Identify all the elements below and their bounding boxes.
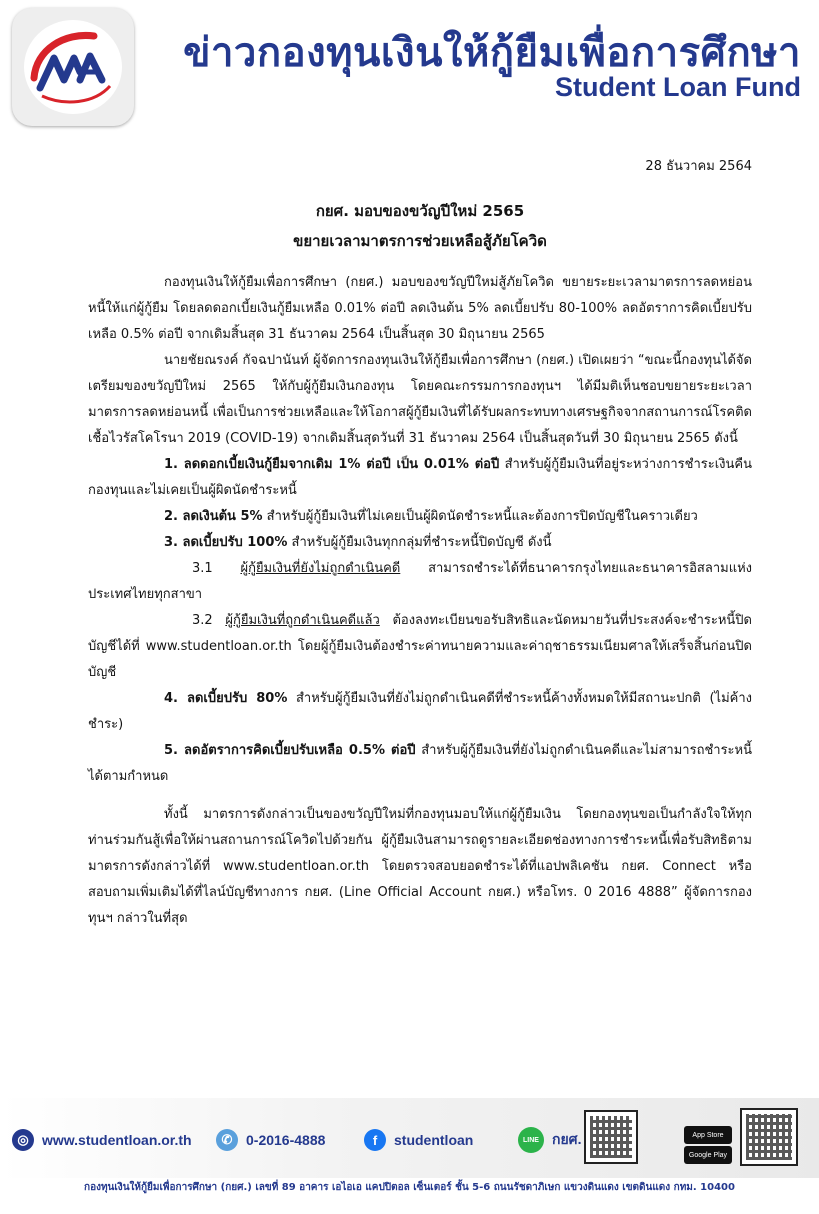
footer-facebook-text: studentloan <box>394 1132 474 1148</box>
measure-item-3-2 <box>88 608 752 686</box>
measure-item-3-1-heading: ผู้กู้ยืมเงินที่ยังไม่ถูกดำเนินคดี <box>240 561 401 576</box>
measure-item-1-heading: 1. ลดดอกเบี้ยเงินกู้ยืมจากเดิม 1% ต่อปี เป็น 0.01% ต่อปี <box>164 457 500 472</box>
press-release-body <box>88 150 752 932</box>
measure-item-3 <box>88 530 752 556</box>
google-play-label: Google Play <box>688 1151 728 1159</box>
footer-line[interactable] <box>518 1128 581 1152</box>
footer-website-text: www.studentloan.or.th <box>42 1132 192 1148</box>
measure-item-5-text: สำหรับผู้กู้ยืมเงินที่ยังไม่ถูกดำเนินคดีและไม่สามารถชำระหนี้ได้ตามกำหนด <box>88 743 752 784</box>
measure-item-1 <box>88 452 752 504</box>
footer-facebook[interactable] <box>364 1128 473 1152</box>
measure-item-3-2-number: 3.2 <box>192 613 226 628</box>
spacer <box>88 790 752 802</box>
footer-website[interactable] <box>12 1128 192 1152</box>
measure-item-3-text: สำหรับผู้กู้ยืมเงินทุกกลุ่มที่ชำระหนี้ปิดบัญชี ดังนี้ <box>287 535 552 550</box>
logo-emblem <box>24 20 122 114</box>
footer-address: กองทุนเงินให้กู้ยืมเพื่อการศึกษา (กยศ.) เลขที่ 89 อาคาร เอไอเอ แคปปิตอล เซ็นเตอร์ ชั้น 5-6 ถนนรัชดาภิเษก แขวงดินแดง เขตดินแดง กทม. 10400 <box>84 1182 735 1193</box>
page-header <box>0 0 819 140</box>
release-title <box>88 196 752 256</box>
app-qr-code <box>740 1108 798 1166</box>
measure-item-5 <box>88 738 752 790</box>
footer-line-text: กยศ. <box>552 1131 582 1147</box>
line-icon <box>518 1127 544 1153</box>
phone-icon: ✆ <box>216 1129 238 1151</box>
paragraph-quote: นายชัยณรงค์ กัจฉปานันท์ ผู้จัดการกองทุนเงินให้กู้ยืมเพื่อการศึกษา (กยศ.) เปิดเผยว่า “ขณะนี้กองทุนได้จัดเตรียมของขวัญปีใหม่ 2565 ให้กับผู้กู้ยืมเงินกองทุน โดยคณะกรรมการกองทุนฯ ได้มีมติเห็นชอบขยายระยะเวลามาตรการลดหย่อนหนี้ เพื่อเป็นการช่วยเหลือและให้โอกาสผู้กู้ยืมเงินที่ได้รับผลกระทบทางเศรษฐกิจจากสถานการณ์โรคติดเชื้อไวรัสโคโรนา 2019 (COVID-19) จากเดิมสิ้นสุดวันที่ 31 ธันวาคม 2564 เป็นสิ้นสุดวันที่ 30 มิถุนายน 2565 ดังนี้ <box>88 353 752 446</box>
facebook-icon: f <box>364 1129 386 1151</box>
measure-item-3-1 <box>88 556 752 608</box>
measure-item-4-text: สำหรับผู้กู้ยืมเงินที่ยังไม่ถูกดำเนินคดีที่ชำระหนี้ค้างทั้งหมดให้มีสถานะปกติ (ไม่ค้างชำระ) <box>88 691 752 732</box>
slf-logo-icon <box>24 20 122 114</box>
measure-item-2-heading: 2. ลดเงินต้น 5% <box>164 509 263 524</box>
measure-item-3-heading: 3. ลดเบี้ยปรับ 100% <box>164 535 288 550</box>
measure-item-3-2-heading: ผู้กู้ยืมเงินที่ถูกดำเนินคดีแล้ว <box>225 613 380 628</box>
measure-item-2 <box>88 504 752 530</box>
app-store-label: App Store <box>692 1131 724 1139</box>
footer-phone-text: 0-2016-4888 <box>246 1132 326 1148</box>
paragraph-closing: ทั้งนี้ มาตรการดังกล่าวเป็นของขวัญปีใหม่ที่กองทุนมอบให้แก่ผู้กู้ยืมเงิน โดยกองทุนขอเป็นกำลังใจให้ทุกท่านร่วมกันสู้เพื่อให้ผ่านสถานการณ์โควิดไปด้วยกัน ผู้กู้ยืมเงินสามารถดูรายละเอียดช่องทางการชำระหนี้เพื่อรับสิทธิตามมาตรการดังกล่าวได้ที่ www.studentloan.or.th โดยตรวจสอบยอดชำระได้ที่แอปพลิเคชัน กยศ. Connect หรือสอบถามเพิ่มเติมได้ที่ไลน์บัญชีทางการ กยศ. (Line Official Account กยศ.) หรือโทร. 0 2016 4888” ผู้จัดการกองทุนฯ กล่าวในที่สุด <box>88 807 752 926</box>
line-qr-code <box>584 1110 638 1164</box>
measure-item-1-text: สำหรับผู้กู้ยืมเงินที่อยู่ระหว่างการชำระเงินคืนกองทุนและไม่เคยเป็นผู้ผิดนัดชำระหนี้ <box>88 457 752 498</box>
line-icon-label: LINE <box>523 1136 539 1144</box>
header-subtitle: Student Loan Fund <box>555 72 801 102</box>
measure-item-3-1-number: 3.1 <box>192 561 241 576</box>
title-line-2: ขยายเวลามาตรการช่วยเหลือสู้ภัยโควิด <box>293 232 547 250</box>
title-line-1: กยศ. มอบของขวัญปีใหม่ 2565 <box>315 202 525 220</box>
measure-item-4 <box>88 686 752 738</box>
logo <box>12 8 134 126</box>
measure-item-3-2-text: ต้องลงทะเบียนขอรับสิทธิและนัดหมายวันที่ประสงค์จะชำระหนี้ปิดบัญชีได้ที่ www.studentloan.or.th โดยผู้กู้ยืมเงินต้องชำระค่าทนายความและค่าฤชาธรรมเนียมศาลให้เสร็จสิ้นก่อนปิดบัญชี <box>88 613 752 680</box>
measure-item-3-1-text: สามารถชำระได้ที่ธนาคารกรุงไทยและธนาคารอิสลามแห่งประเทศไทยทุกสาขา <box>88 561 752 602</box>
app-store-badge[interactable] <box>684 1126 732 1144</box>
measure-item-4-heading: 4. ลดเบี้ยปรับ 80% <box>164 691 288 706</box>
globe-icon: ◎ <box>12 1129 34 1151</box>
google-play-badge[interactable] <box>684 1146 732 1164</box>
footer-phone[interactable] <box>216 1128 325 1152</box>
paragraph-intro: กองทุนเงินให้กู้ยืมเพื่อการศึกษา (กยศ.) มอบของขวัญปีใหม่สู้ภัยโควิด ขยายระยะเวลามาตรการลดหย่อนหนี้ให้แก่ผู้กู้ยืม โดยลดดอกเบี้ยเงินกู้ยืมเหลือ 0.01% ต่อปี ลดเงินต้น 5% ลดเบี้ยปรับ 80-100% ลดอัตราการคิดเบี้ยปรับเหลือ 0.5% ต่อปี จากเดิมสิ้นสุด 31 ธันวาคม 2564 เป็นสิ้นสุด 30 มิถุนายน 2565 <box>88 275 752 342</box>
measure-item-5-heading: 5. ลดอัตราการคิดเบี้ยปรับเหลือ 0.5% ต่อปี <box>164 743 416 758</box>
header-title: ข่าวกองทุนเงินให้กู้ยืมเพื่อการศึกษา <box>183 30 801 76</box>
measure-item-2-text: สำหรับผู้กู้ยืมเงินที่ไม่เคยเป็นผู้ผิดนัดชำระหนี้และต้องการปิดบัญชีในคราวเดียว <box>262 509 698 524</box>
release-date: 28 ธันวาคม 2564 <box>645 159 752 174</box>
